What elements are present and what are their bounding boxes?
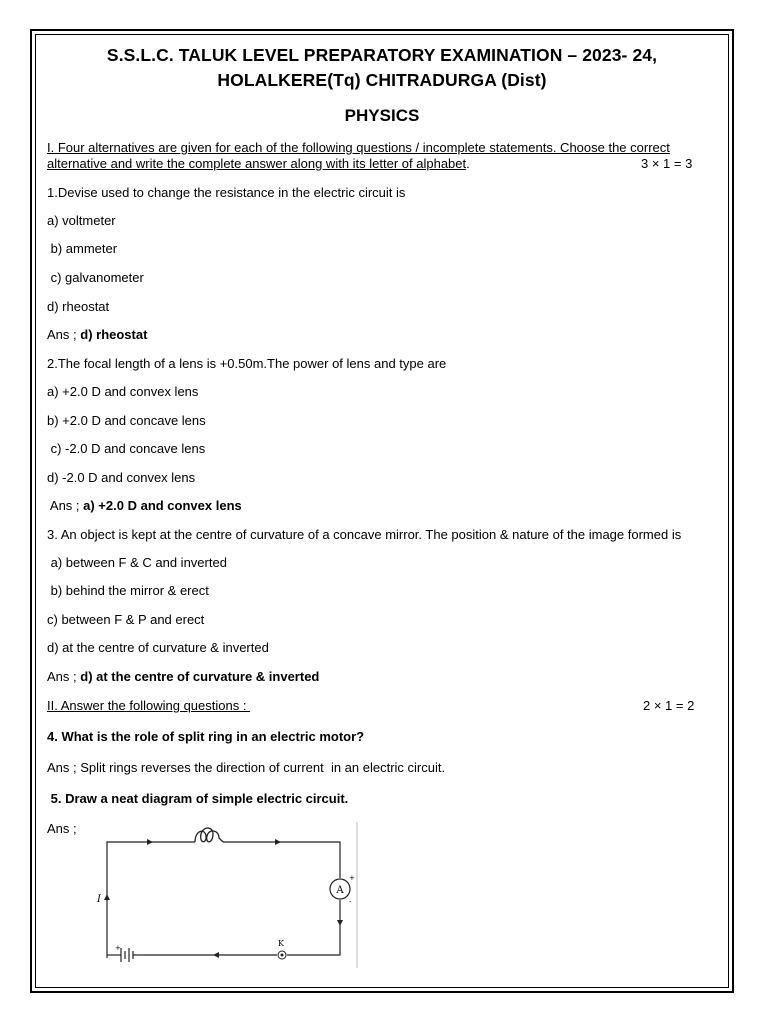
q4-answer: Ans ; Split rings reverses the direction of current in an electric circuit. xyxy=(47,760,446,775)
section2-marks: 2 × 1 = 2 xyxy=(643,698,695,713)
circuit-wires xyxy=(107,842,340,958)
q3-option-a: a) between F & C and inverted xyxy=(47,555,227,570)
q1-answer xyxy=(47,327,147,343)
q3-answer xyxy=(47,669,319,685)
q1-option-b: b) ammeter xyxy=(47,241,118,256)
q3-option-c: c) between F & P and erect xyxy=(47,612,205,627)
q1-answer-text: d) rheostat xyxy=(80,327,148,342)
section1-instruction-end: . xyxy=(466,156,470,171)
ammeter-plus-sign: + xyxy=(349,874,355,882)
q2-option-d: d) -2.0 D and convex lens xyxy=(47,470,196,485)
battery-icon xyxy=(119,948,143,962)
q5-answer-prefix: Ans ; xyxy=(47,821,77,836)
key-label: K xyxy=(278,939,284,948)
subject-title: PHYSICS xyxy=(344,106,420,125)
section1-instruction-line2 xyxy=(47,156,470,172)
arrow-top-right xyxy=(275,839,281,845)
q1-option-d: d) rheostat xyxy=(47,299,110,314)
q4-question: 4. What is the role of split ring in an electric motor? xyxy=(47,729,365,744)
arrow-right-down xyxy=(337,920,343,926)
exam-title-line1: S.S.L.C. TALUK LEVEL PREPARATORY EXAMINATION – 2023- 24, xyxy=(106,45,658,65)
bulb-icon xyxy=(195,828,223,842)
circuit-diagram xyxy=(95,820,365,970)
q3-question: 3. An object is kept at the centre of curvature of a concave mirror. The position & nature of the image formed is xyxy=(47,527,682,542)
q5-question: 5. Draw a neat diagram of simple electric circuit. xyxy=(47,791,349,806)
battery-plus-sign: + xyxy=(115,944,121,952)
q3-answer-prefix: Ans ; xyxy=(47,669,81,684)
q2-answer-text: a) +2.0 D and convex lens xyxy=(83,498,242,513)
q3-option-d: d) at the centre of curvature & inverted xyxy=(47,640,269,655)
arrow-top-left xyxy=(147,839,153,845)
q1-option-a: a) voltmeter xyxy=(47,213,116,228)
section1-instruction-line2-text: alternative and write the complete answer along with its letter of alphabet xyxy=(47,156,467,171)
section2-heading: II. Answer the following questions : xyxy=(47,698,251,713)
q2-option-a: a) +2.0 D and convex lens xyxy=(47,384,199,399)
q3-answer-text: d) at the centre of curvature & inverted xyxy=(80,669,320,684)
key-switch-icon xyxy=(278,951,286,959)
wire-top-right xyxy=(223,842,340,878)
wire-right-bottom xyxy=(287,900,340,955)
arrow-bottom-left xyxy=(213,952,219,958)
ammeter-minus-sign: - xyxy=(349,898,352,906)
q2-answer-prefix: Ans ; xyxy=(47,498,84,513)
q1-answer-prefix: Ans ; xyxy=(47,327,81,342)
section1-marks: 3 × 1 = 3 xyxy=(641,156,693,171)
ammeter-label: A xyxy=(336,885,344,896)
wire-left-top xyxy=(107,842,195,958)
exam-title-line2: HOLALKERE(Tq) CHITRADURGA (Dist) xyxy=(217,70,547,90)
q2-question: 2.The focal length of a lens is +0.50m.The power of lens and type are xyxy=(47,356,447,371)
q2-option-c: c) -2.0 D and concave lens xyxy=(47,441,206,456)
q1-option-c: c) galvanometer xyxy=(47,270,144,285)
arrow-left-up xyxy=(104,894,110,900)
section1-instruction-line1: I. Four alternatives are given for each of the following questions / incomplete statements. Choose the correct xyxy=(47,140,670,155)
current-label: I xyxy=(97,894,101,905)
q3-option-b: b) behind the mirror & erect xyxy=(47,583,209,598)
current-arrows xyxy=(104,839,343,958)
q1-question: 1.Devise used to change the resistance in the electric circuit is xyxy=(47,185,406,200)
q2-answer xyxy=(47,498,242,514)
q2-option-b: b) +2.0 D and concave lens xyxy=(47,413,206,428)
